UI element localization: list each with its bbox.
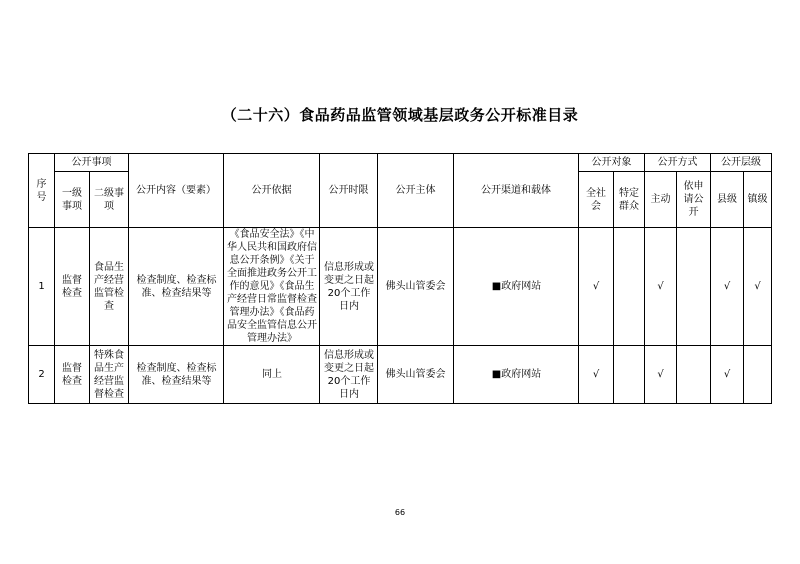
header-level-county: 县级: [711, 172, 744, 228]
header-subject: 公开主体: [378, 154, 454, 228]
header-level2: 二级事项: [90, 172, 129, 228]
row-subject: 佛头山管委会: [378, 346, 454, 404]
row-seq: 2: [29, 346, 55, 404]
row-level2: 特殊食品生产经营监督检查: [90, 346, 129, 404]
header-target-all: 全社会: [579, 172, 614, 228]
row-time-limit: 信息形成或变更之日起20个工作日内: [320, 346, 378, 404]
row-method-request: [677, 346, 711, 404]
header-basis: 公开依据: [224, 154, 320, 228]
row-time-limit: 信息形成或变更之日起20个工作日内: [320, 228, 378, 346]
row-seq: 1: [29, 228, 55, 346]
header-level-town: 镇级: [744, 172, 772, 228]
row-target-specific: [614, 228, 645, 346]
row-level1: 监督检查: [55, 346, 90, 404]
table-row: [29, 228, 772, 346]
page-number: 66: [394, 508, 406, 517]
row-channel: ■政府网站: [454, 346, 579, 404]
header-public-items: 公开事项: [55, 154, 129, 172]
row-level-county: √: [711, 346, 744, 404]
header-content: 公开内容（要素）: [129, 154, 224, 228]
header-method-active: 主动: [645, 172, 677, 228]
row-target-all: √: [579, 346, 614, 404]
row-method-active: √: [645, 228, 677, 346]
row-method-request: [677, 228, 711, 346]
header-level: 公开层级: [711, 154, 772, 172]
row-level-county: √: [711, 228, 744, 346]
document-title: （二十六）食品药品监管领域基层政务公开标准目录: [221, 106, 579, 124]
row-level-town: [744, 346, 772, 404]
header-method: 公开方式: [645, 154, 711, 172]
header-method-request: 依申请公开: [677, 172, 711, 228]
row-level1: 监督检查: [55, 228, 90, 346]
header-seq: 序号: [29, 154, 55, 228]
row-target-specific: [614, 346, 645, 404]
row-channel: ■政府网站: [454, 228, 579, 346]
header-channel: 公开渠道和载体: [454, 154, 579, 228]
row-content: 检查制度、检查标准、检查结果等: [129, 228, 224, 346]
table-row: [29, 346, 772, 404]
header-row-1: [29, 154, 772, 172]
header-target-specific: 特定群众: [614, 172, 645, 228]
row-basis: 同上: [224, 346, 320, 404]
row-subject: 佛头山管委会: [378, 228, 454, 346]
row-level-town: √: [744, 228, 772, 346]
disclosure-catalog-table: [28, 153, 772, 404]
header-target: 公开对象: [579, 154, 645, 172]
row-level2: 食品生产经营监管检查: [90, 228, 129, 346]
row-method-active: √: [645, 346, 677, 404]
row-content: 检查制度、检查标准、检查结果等: [129, 346, 224, 404]
header-time-limit: 公开时限: [320, 154, 378, 228]
row-target-all: √: [579, 228, 614, 346]
header-level1: 一级事项: [55, 172, 90, 228]
row-basis: 《食品安全法》《中华人民共和国政府信息公开条例》《关于全面推进政务公开工作的意见》《食品生产经营日常监督检查管理办法》《食品药品安全监管信息公开管理办法》: [224, 228, 320, 346]
